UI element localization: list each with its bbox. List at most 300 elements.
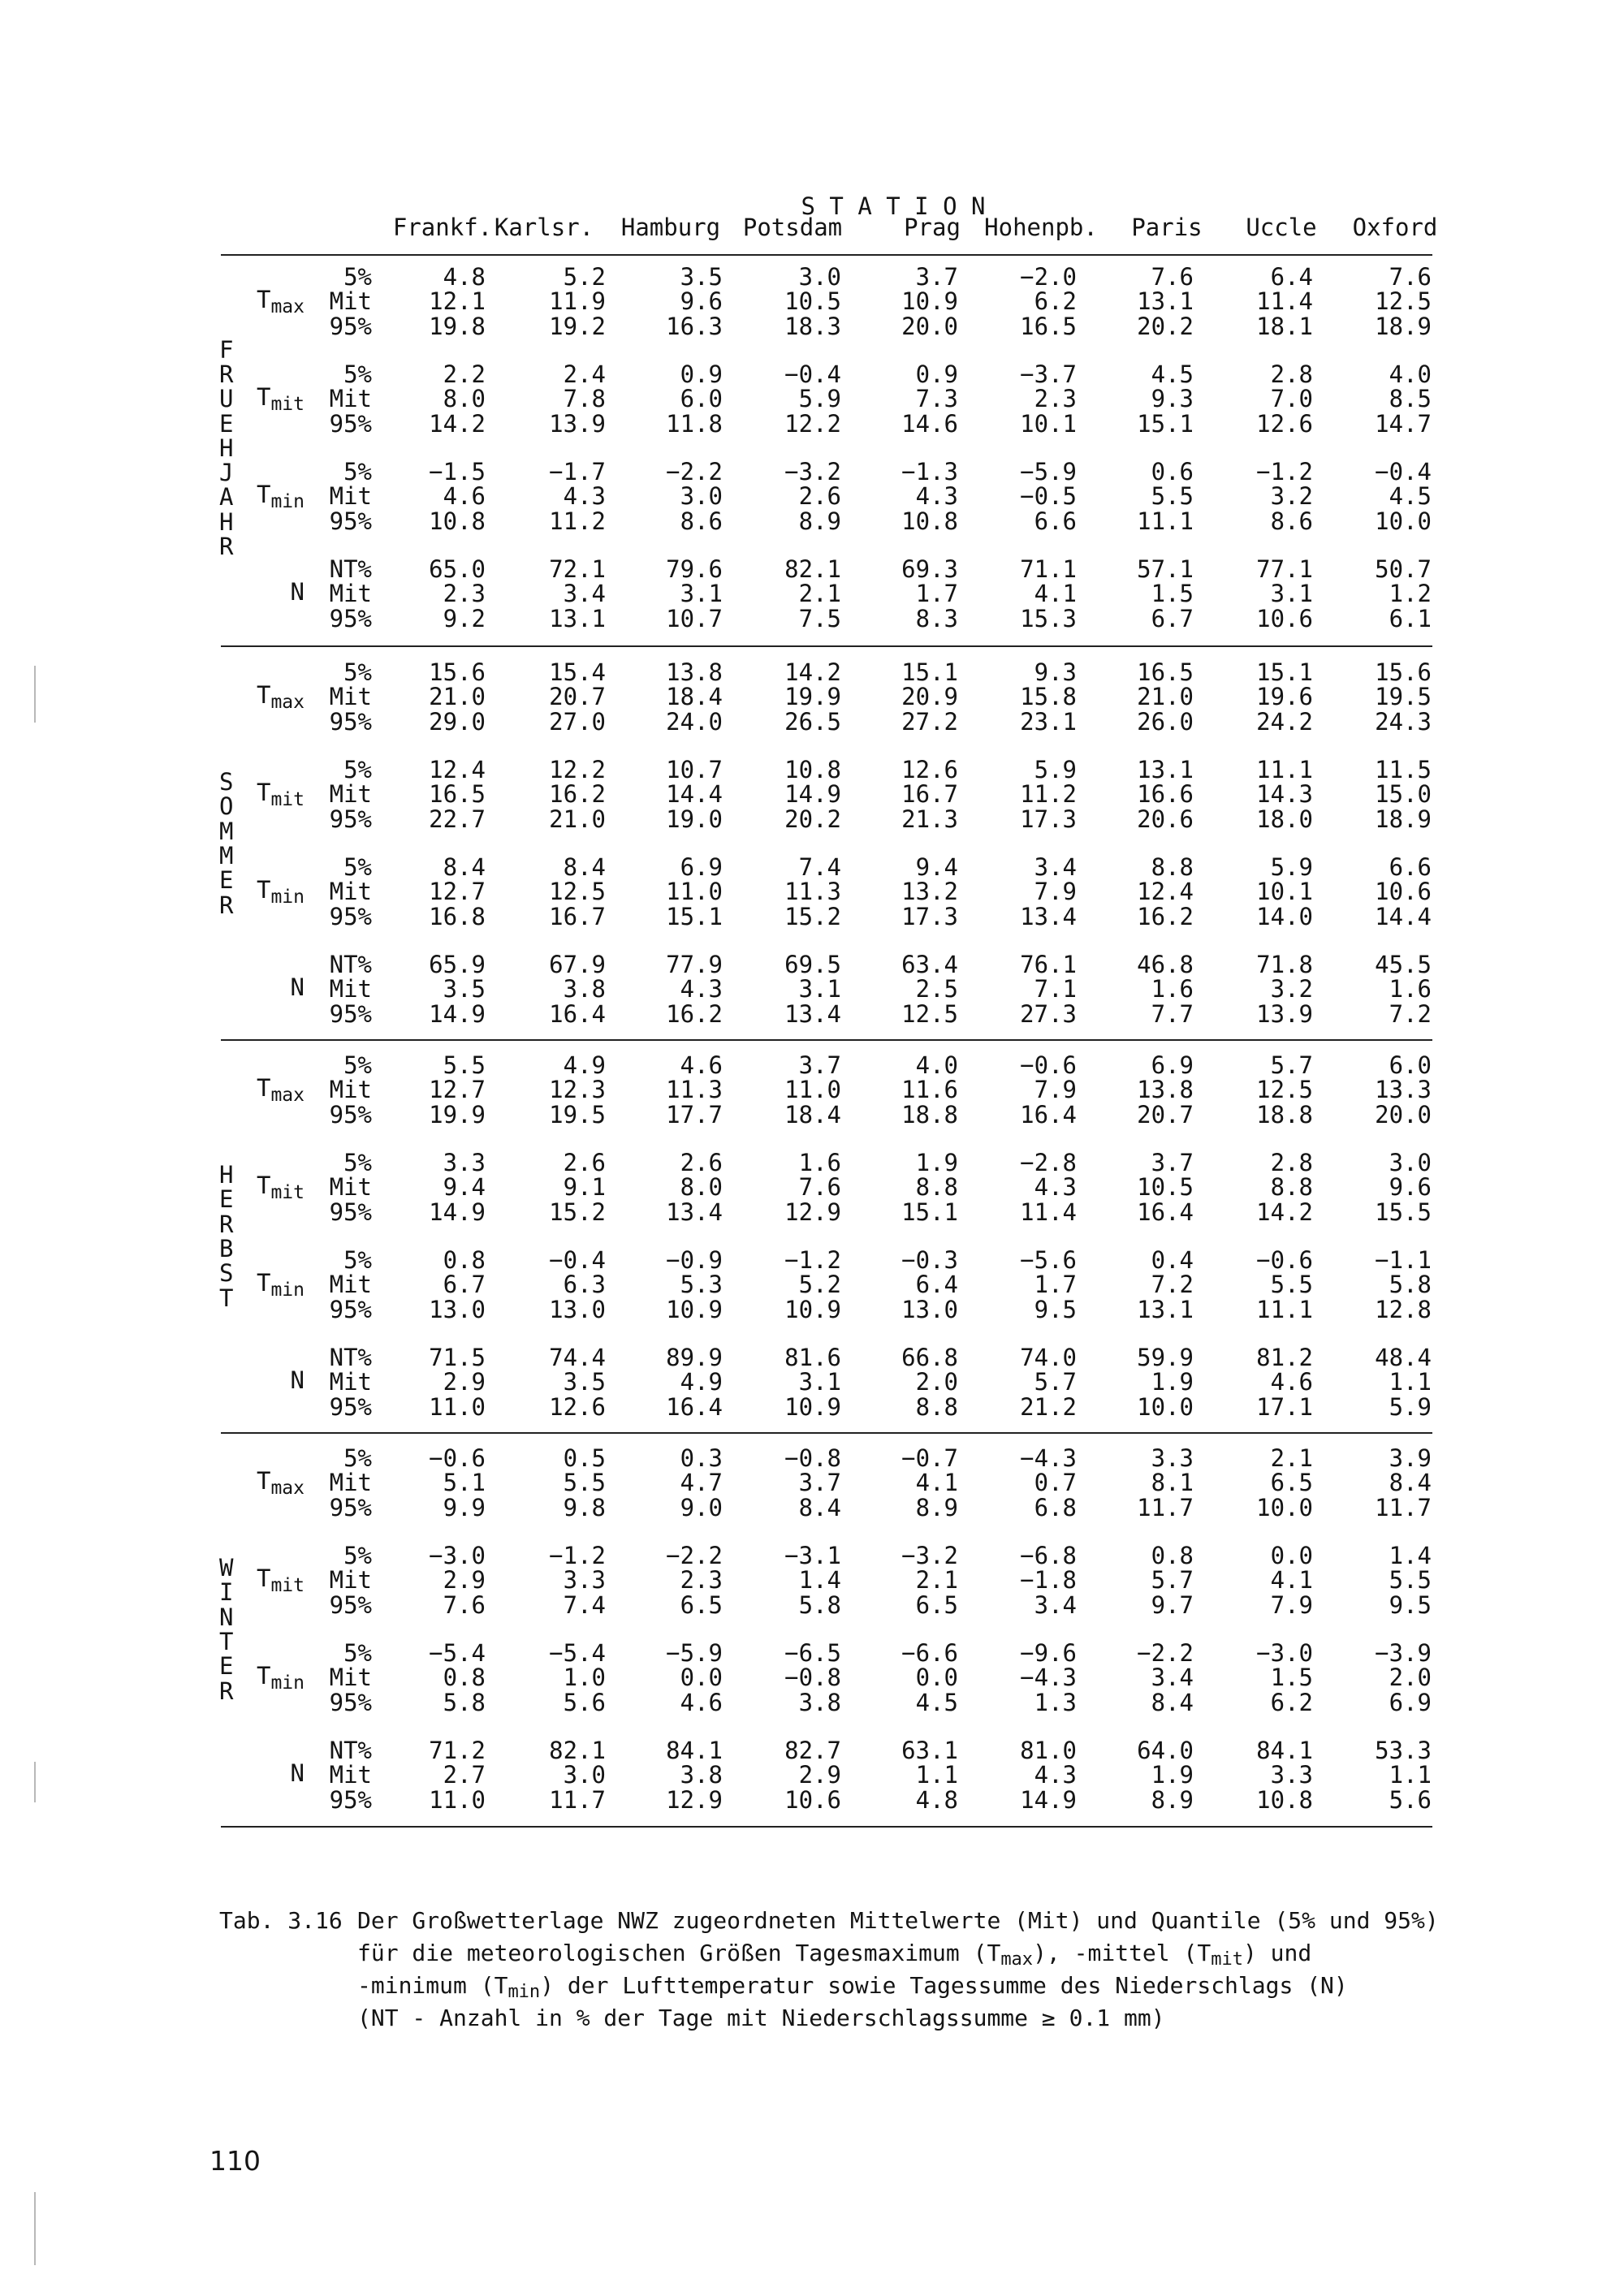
- table-cell: 6.5: [915, 1590, 958, 1619]
- table-cell: 2.3: [443, 580, 486, 608]
- table-cell: 12.7: [429, 1076, 486, 1104]
- table-cell: 5.9: [1270, 853, 1313, 881]
- table-cell: 6.9: [1151, 1051, 1194, 1079]
- table-cell: 8.8: [1270, 1173, 1313, 1202]
- stat-label: 5%: [343, 1542, 372, 1569]
- table-cell: 6.0: [1389, 1051, 1432, 1079]
- table-cell: −1.2: [1256, 458, 1313, 486]
- table-cell: 11.5: [1375, 756, 1432, 783]
- variable-label: $T_{min}$: [256, 481, 304, 513]
- season-separator: [221, 645, 1432, 647]
- table-cell: 2.8: [1270, 1149, 1313, 1176]
- table-cell: 63.4: [901, 951, 958, 978]
- stat-label: Mit: [329, 975, 372, 1003]
- table-cell: 11.0: [429, 1392, 486, 1421]
- table-cell: 1.4: [798, 1566, 841, 1595]
- table-cell: 4.7: [680, 1469, 723, 1497]
- table-cell: 3.3: [443, 1149, 486, 1176]
- stat-label: 5%: [343, 1149, 372, 1176]
- stat-label: 5%: [343, 1051, 372, 1079]
- table-cell: 16.3: [666, 312, 723, 340]
- table-cell: 64.0: [1137, 1737, 1194, 1764]
- table-cell: 5.5: [1389, 1566, 1432, 1595]
- table-cell: 14.0: [1256, 902, 1313, 930]
- table-cell: 6.9: [680, 853, 723, 881]
- stat-label: NT%: [329, 1737, 372, 1764]
- season-letter: A: [219, 483, 234, 511]
- table-cell: 71.2: [429, 1737, 486, 1764]
- variable-label: N: [290, 973, 304, 1002]
- season-letter: T: [219, 1284, 234, 1312]
- table-cell: 16.5: [1137, 658, 1194, 686]
- table-cell: 8.4: [563, 853, 606, 881]
- table-cell: 11.2: [549, 507, 606, 535]
- table-cell: 3.9: [1389, 1444, 1432, 1472]
- table-cell: 8.8: [1151, 853, 1194, 881]
- table-cell: 2.3: [1034, 385, 1077, 413]
- table-cell: 71.1: [1020, 555, 1077, 583]
- table-cell: 16.7: [549, 902, 606, 930]
- table-cell: 7.6: [798, 1173, 841, 1202]
- caption-line-4: (NT - Anzahl in % der Tage mit Niederschlagssumme ≥ 0.1 mm): [357, 2005, 1165, 2031]
- table-cell: 4.5: [1151, 360, 1194, 388]
- season-letter: H: [219, 1161, 234, 1189]
- table-cell: 4.3: [915, 482, 958, 511]
- table-cell: 12.5: [1375, 287, 1432, 316]
- table-cell: 0.0: [915, 1664, 958, 1692]
- table-cell: −3.0: [429, 1542, 486, 1569]
- table-cell: 1.5: [1151, 580, 1194, 608]
- table-cell: 5.9: [798, 385, 841, 413]
- table-cell: −5.9: [666, 1639, 723, 1667]
- table-cell: 11.9: [549, 287, 606, 316]
- table-cell: 10.6: [1256, 604, 1313, 632]
- table-cell: 4.6: [1270, 1368, 1313, 1396]
- table-cell: 5.6: [1389, 1785, 1432, 1814]
- table-cell: 10.7: [666, 604, 723, 632]
- table-cell: 1.1: [1389, 1368, 1432, 1396]
- table-cell: 4.3: [680, 975, 723, 1003]
- season-letter: H: [219, 434, 234, 462]
- table-cell: 3.3: [1151, 1444, 1194, 1472]
- table-cell: 2.0: [915, 1368, 958, 1396]
- table-cell: 12.6: [549, 1392, 606, 1421]
- table-cell: 1.2: [1389, 580, 1432, 608]
- table-cell: −3.9: [1375, 1639, 1432, 1667]
- table-cell: 5.5: [1151, 482, 1194, 511]
- table-cell: 15.1: [666, 902, 723, 930]
- table-cell: 19.6: [1256, 683, 1313, 711]
- table-cell: 18.1: [1256, 312, 1313, 340]
- table-cell: 12.8: [1375, 1295, 1432, 1323]
- table-cell: 11.2: [1020, 780, 1077, 809]
- stat-label: Mit: [329, 1076, 372, 1104]
- table-cell: 6.0: [680, 385, 723, 413]
- table-cell: 13.1: [549, 604, 606, 632]
- season-letter: H: [219, 507, 234, 536]
- stat-label: 95%: [329, 312, 372, 340]
- stat-label: 95%: [329, 1392, 372, 1421]
- table-cell: 16.2: [666, 999, 723, 1028]
- table-cell: 11.0: [429, 1785, 486, 1814]
- table-cell: 14.9: [784, 780, 841, 809]
- table-cell: 19.9: [429, 1100, 486, 1129]
- table-cell: 16.8: [429, 902, 486, 930]
- table-cell: −6.8: [1020, 1542, 1077, 1569]
- table-cell: 2.1: [798, 580, 841, 608]
- season-letter: R: [219, 1677, 234, 1705]
- table-cell: 11.6: [901, 1076, 958, 1104]
- table-cell: 10.0: [1375, 507, 1432, 535]
- table-cell: 11.1: [1137, 507, 1194, 535]
- table-cell: 7.5: [798, 604, 841, 632]
- season-letter: E: [219, 1185, 234, 1214]
- table-cell: 6.2: [1034, 287, 1077, 316]
- table-cell: 67.9: [549, 951, 606, 978]
- table-cell: 8.0: [680, 1173, 723, 1202]
- table-cell: 3.1: [1270, 580, 1313, 608]
- season-letter: T: [219, 1628, 234, 1655]
- table-cell: 8.9: [1151, 1785, 1194, 1814]
- table-cell: 2.8: [1270, 360, 1313, 388]
- table-cell: −2.0: [1020, 263, 1077, 291]
- table-cell: 53.3: [1375, 1737, 1432, 1764]
- table-cell: 1.6: [1151, 975, 1194, 1003]
- table-cell: 0.9: [680, 360, 723, 388]
- table-cell: −1.1: [1375, 1246, 1432, 1274]
- table-cell: 89.9: [666, 1344, 723, 1371]
- table-cell: 11.1: [1256, 756, 1313, 783]
- table-cell: 20.0: [1375, 1100, 1432, 1129]
- variable-label: $T_{max}$: [256, 1074, 304, 1107]
- table-cell: 3.5: [443, 975, 486, 1003]
- caption-line-1: Der Großwetterlage NWZ zugeordneten Mittelwerte (Mit) und Quantile (5% und 95%): [357, 1907, 1439, 1934]
- table-cell: 6.1: [1389, 604, 1432, 632]
- table-cell: 14.4: [666, 780, 723, 809]
- stat-label: 95%: [329, 1785, 372, 1814]
- caption-label: Tab. 3.16: [219, 1907, 343, 1934]
- table-cell: 15.3: [1020, 604, 1077, 632]
- table-cell: 6.4: [915, 1271, 958, 1299]
- table-cell: 6.4: [1270, 263, 1313, 291]
- table-cell: 8.5: [1389, 385, 1432, 413]
- table-cell: 8.4: [1151, 1688, 1194, 1716]
- table-cell: 3.5: [680, 263, 723, 291]
- table-cell: 9.1: [563, 1173, 606, 1202]
- table-cell: 12.6: [901, 756, 958, 783]
- table-cell: 7.4: [798, 853, 841, 881]
- table-cell: 13.9: [1256, 999, 1313, 1028]
- station-name: Oxford: [1352, 214, 1438, 241]
- table-cell: 9.0: [680, 1493, 723, 1521]
- table-cell: −1.3: [901, 458, 958, 486]
- table-cell: −5.9: [1020, 458, 1077, 486]
- table-cell: 4.9: [563, 1051, 606, 1079]
- table-cell: 12.4: [429, 756, 486, 783]
- table-cell: −0.6: [429, 1444, 486, 1472]
- table-cell: 8.8: [915, 1173, 958, 1202]
- table-cell: 14.2: [429, 409, 486, 438]
- table-cell: 1.3: [1034, 1688, 1077, 1716]
- table-cell: 15.1: [1137, 409, 1194, 438]
- table-cell: −3.1: [784, 1542, 841, 1569]
- table-cell: 12.5: [901, 999, 958, 1028]
- table-cell: −1.2: [784, 1246, 841, 1274]
- table-cell: 10.1: [1020, 409, 1077, 438]
- table-cell: 6.9: [1389, 1688, 1432, 1716]
- table-cell: 1.1: [915, 1761, 958, 1789]
- table-cell: 14.9: [429, 999, 486, 1028]
- table-cell: 13.2: [901, 878, 958, 906]
- table-cell: 4.3: [1034, 1173, 1077, 1202]
- table-cell: 16.7: [901, 780, 958, 809]
- table-cell: 11.8: [666, 409, 723, 438]
- table-cell: 17.3: [901, 902, 958, 930]
- table-cell: 7.6: [443, 1590, 486, 1619]
- table-cell: 3.4: [1034, 1590, 1077, 1619]
- table-cell: 17.3: [1020, 805, 1077, 833]
- table-cell: 2.0: [1389, 1664, 1432, 1692]
- variable-label: $T_{min}$: [256, 876, 304, 908]
- table-cell: 17.7: [666, 1100, 723, 1129]
- station-header-label: S T A T I O N: [801, 192, 986, 220]
- table-cell: 27.3: [1020, 999, 1077, 1028]
- table-cell: 3.7: [1151, 1149, 1194, 1176]
- table-cell: 71.5: [429, 1344, 486, 1371]
- table-cell: 20.9: [901, 683, 958, 711]
- table-cell: 16.4: [1020, 1100, 1077, 1129]
- table-cell: −5.4: [549, 1639, 606, 1667]
- stat-label: 95%: [329, 1295, 372, 1323]
- table-cell: 16.4: [666, 1392, 723, 1421]
- table-cell: 18.9: [1375, 312, 1432, 340]
- table-cell: 9.7: [1151, 1590, 1194, 1619]
- season-separator: [221, 1039, 1432, 1041]
- table-cell: 19.8: [429, 312, 486, 340]
- table-cell: 0.8: [1151, 1542, 1194, 1569]
- variable-label: N: [290, 1366, 304, 1395]
- table-cell: 5.8: [798, 1590, 841, 1619]
- table-cell: 4.3: [563, 482, 606, 511]
- table-cell: 11.3: [666, 1076, 723, 1104]
- table-cell: −0.4: [784, 360, 841, 388]
- table-cell: 19.2: [549, 312, 606, 340]
- variable-label: $T_{min}$: [256, 1662, 304, 1694]
- table-cell: 2.1: [1270, 1444, 1313, 1472]
- table-cell: 3.1: [798, 975, 841, 1003]
- table-cell: 3.7: [915, 263, 958, 291]
- table-cell: 14.6: [901, 409, 958, 438]
- table-cell: 0.8: [443, 1246, 486, 1274]
- table-cell: 4.5: [1389, 482, 1432, 511]
- table-cell: 26.5: [784, 707, 841, 736]
- variable-label: N: [290, 1759, 304, 1788]
- table-cell: 3.4: [563, 580, 606, 608]
- table-cell: 15.1: [901, 658, 958, 686]
- table-cell: 16.4: [549, 999, 606, 1028]
- table-cell: 5.7: [1034, 1368, 1077, 1396]
- table-cell: 13.0: [901, 1295, 958, 1323]
- table-cell: 10.5: [1137, 1173, 1194, 1202]
- table-cell: 21.3: [901, 805, 958, 833]
- table-cell: 15.2: [784, 902, 841, 930]
- stat-label: 95%: [329, 409, 372, 438]
- table-cell: 21.0: [429, 683, 486, 711]
- table-cell: 16.5: [429, 780, 486, 809]
- scan-edge-mark: [34, 1762, 36, 1802]
- table-cell: −5.4: [429, 1639, 486, 1667]
- table-cell: 11.4: [1256, 287, 1313, 316]
- table-cell: 10.9: [784, 1392, 841, 1421]
- table-cell: 15.4: [549, 658, 606, 686]
- table-cell: 1.4: [1389, 1542, 1432, 1569]
- table-cell: 10.6: [784, 1785, 841, 1814]
- table-cell: 22.7: [429, 805, 486, 833]
- table-cell: 65.0: [429, 555, 486, 583]
- table-cell: 18.4: [666, 683, 723, 711]
- table-cell: 5.8: [1389, 1271, 1432, 1299]
- table-cell: 21.2: [1020, 1392, 1077, 1421]
- table-cell: 57.1: [1137, 555, 1194, 583]
- table-cell: 12.5: [549, 878, 606, 906]
- table-cell: 2.7: [443, 1761, 486, 1789]
- table-cell: 20.2: [784, 805, 841, 833]
- table-cell: −0.8: [784, 1664, 841, 1692]
- table-cell: 3.4: [1151, 1664, 1194, 1692]
- table-cell: −0.7: [901, 1444, 958, 1472]
- table-cell: 1.6: [1389, 975, 1432, 1003]
- table-cell: 19.0: [666, 805, 723, 833]
- variable-label: $T_{max}$: [256, 286, 304, 318]
- table-cell: 74.4: [549, 1344, 606, 1371]
- stat-label: Mit: [329, 683, 372, 711]
- table-cell: 3.7: [798, 1469, 841, 1497]
- table-cell: 2.6: [798, 482, 841, 511]
- table-cell: −4.3: [1020, 1664, 1077, 1692]
- table-cell: 1.7: [915, 580, 958, 608]
- table-cell: 14.2: [784, 658, 841, 686]
- table-cell: 12.7: [429, 878, 486, 906]
- table-cell: 1.5: [1270, 1664, 1313, 1692]
- table-cell: 0.6: [1151, 458, 1194, 486]
- table-cell: 9.5: [1034, 1295, 1077, 1323]
- table-cell: −0.9: [666, 1246, 723, 1274]
- table-cell: 9.9: [443, 1493, 486, 1521]
- table-cell: 10.9: [901, 287, 958, 316]
- table-cell: 8.6: [680, 507, 723, 535]
- table-cell: 76.1: [1020, 951, 1077, 978]
- table-cell: 8.0: [443, 385, 486, 413]
- table-cell: 2.1: [915, 1566, 958, 1595]
- stat-label: NT%: [329, 555, 372, 583]
- table-cell: 1.0: [563, 1664, 606, 1692]
- table-cell: 2.9: [443, 1368, 486, 1396]
- table-cell: 7.2: [1389, 999, 1432, 1028]
- table-cell: 19.9: [784, 683, 841, 711]
- table-cell: 18.8: [901, 1100, 958, 1129]
- table-cell: −6.5: [784, 1639, 841, 1667]
- table-cell: −0.6: [1020, 1051, 1077, 1079]
- table-cell: 29.0: [429, 707, 486, 736]
- table-cell: 9.3: [1034, 658, 1077, 686]
- table-cell: 14.4: [1375, 902, 1432, 930]
- stat-label: NT%: [329, 1344, 372, 1371]
- stat-label: 95%: [329, 707, 372, 736]
- table-cell: 71.8: [1256, 951, 1313, 978]
- table-cell: 81.2: [1256, 1344, 1313, 1371]
- table-cell: 2.3: [680, 1566, 723, 1595]
- table-cell: 12.4: [1137, 878, 1194, 906]
- table-cell: 9.3: [1151, 385, 1194, 413]
- table-cell: 9.4: [915, 853, 958, 881]
- stat-label: Mit: [329, 1173, 372, 1202]
- stat-label: Mit: [329, 287, 372, 316]
- table-cell: 15.6: [1375, 658, 1432, 686]
- table-cell: 10.8: [429, 507, 486, 535]
- scan-edge-mark: [34, 2192, 36, 2265]
- table-cell: 10.9: [784, 1295, 841, 1323]
- stat-label: 5%: [343, 658, 372, 686]
- table-cell: 8.8: [915, 1392, 958, 1421]
- table-cell: 11.3: [784, 878, 841, 906]
- station-name: Potsdam: [742, 214, 843, 241]
- table-cell: 59.9: [1137, 1344, 1194, 1371]
- table-cell: 1.1: [1389, 1761, 1432, 1789]
- table-cell: 79.6: [666, 555, 723, 583]
- table-cell: 15.1: [1256, 658, 1313, 686]
- table-cell: 5.2: [798, 1271, 841, 1299]
- table-cell: −6.6: [901, 1639, 958, 1667]
- table-cell: 66.8: [901, 1344, 958, 1371]
- table-cell: 1.9: [1151, 1368, 1194, 1396]
- stat-label: Mit: [329, 1664, 372, 1692]
- table-cell: 9.6: [1389, 1173, 1432, 1202]
- table-cell: 3.8: [680, 1761, 723, 1789]
- table-cell: 2.9: [798, 1761, 841, 1789]
- season-letter: W: [219, 1554, 234, 1582]
- table-cell: 7.3: [915, 385, 958, 413]
- table-cell: 6.7: [443, 1271, 486, 1299]
- table-cell: 10.8: [1256, 1785, 1313, 1814]
- table-cell: 15.1: [901, 1198, 958, 1226]
- table-cell: 8.9: [915, 1493, 958, 1521]
- table-cell: 5.8: [443, 1688, 486, 1716]
- season-letter: R: [219, 891, 234, 919]
- table-cell: 63.1: [901, 1737, 958, 1764]
- table-cell: 69.5: [784, 951, 841, 978]
- table-cell: 13.1: [1137, 287, 1194, 316]
- table-cell: 27.0: [549, 707, 606, 736]
- stat-label: 5%: [343, 1639, 372, 1667]
- table-cell: −4.3: [1020, 1444, 1077, 1472]
- table-cell: 6.3: [563, 1271, 606, 1299]
- table-cell: 18.3: [784, 312, 841, 340]
- table-cell: 11.4: [1020, 1198, 1077, 1226]
- table-cell: 4.6: [443, 482, 486, 511]
- table-cell: 7.9: [1034, 878, 1077, 906]
- table-cell: 13.0: [429, 1295, 486, 1323]
- table-cell: 12.3: [549, 1076, 606, 1104]
- station-name: Hamburg: [620, 214, 721, 241]
- table-cell: 9.2: [443, 604, 486, 632]
- table-cell: 9.8: [563, 1493, 606, 1521]
- table-cell: 0.4: [1151, 1246, 1194, 1274]
- table-cell: 14.2: [1256, 1198, 1313, 1226]
- table-cell: 4.9: [680, 1368, 723, 1396]
- season-letter: E: [219, 866, 234, 895]
- table-cell: 13.3: [1375, 1076, 1432, 1104]
- table-cell: −1.7: [549, 458, 606, 486]
